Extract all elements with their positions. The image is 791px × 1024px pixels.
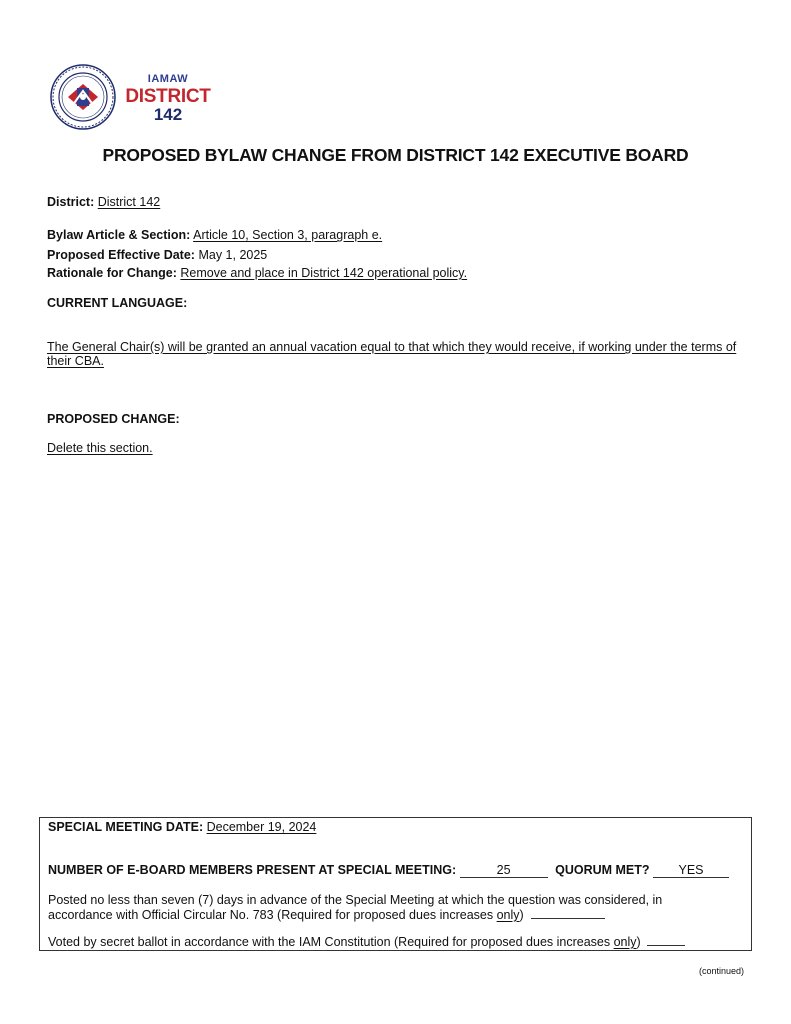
- quorum-value: YES: [653, 864, 729, 878]
- logo-org: IAMAW: [147, 73, 189, 85]
- posted-line-2: accordance with Official Circular No. 783 (Required for proposed dues increases: [48, 908, 497, 922]
- effective-date-value: May 1, 2025: [198, 248, 268, 262]
- voted-end: ): [636, 935, 641, 949]
- special-meeting-box: [39, 817, 752, 951]
- posted-line-1: Posted no less than seven (7) days in advance of the Special Meeting at which the question was considered, in: [48, 893, 663, 907]
- article-field: [47, 228, 382, 242]
- proposed-change-text: Delete this section.: [47, 441, 153, 455]
- rationale-label: Rationale for Change:: [47, 266, 177, 280]
- meeting-date-label: SPECIAL MEETING DATE:: [48, 820, 204, 834]
- members-present-field: [48, 863, 729, 878]
- posted-blank: [531, 918, 605, 919]
- members-present-label: NUMBER OF E-BOARD MEMBERS PRESENT AT SPECIAL MEETING:: [48, 863, 457, 877]
- district-logo: [50, 64, 220, 132]
- meeting-date-value: December 19, 2024: [206, 820, 317, 834]
- logo-wordmark: [116, 74, 220, 123]
- quorum-label: QUORUM MET?: [555, 863, 650, 877]
- voted-text: Voted by secret ballot in accordance with the IAM Constitution (Required for proposed dues increases: [48, 935, 614, 949]
- article-label: Bylaw Article & Section:: [47, 228, 191, 242]
- secret-ballot-notice: [48, 935, 685, 949]
- posted-line-2-end: ): [519, 908, 524, 922]
- iam-seal-icon: [50, 64, 116, 130]
- current-language-text: The General Chair(s) will be granted an annual vacation equal to that which they would receive, if working under the terms of their CBA.: [47, 340, 737, 368]
- page-title: PROPOSED BYLAW CHANGE FROM DISTRICT 142 EXECUTIVE BOARD: [102, 145, 689, 165]
- logo-number: 142: [153, 105, 183, 124]
- effective-date-field: [47, 248, 267, 262]
- rationale-field: [47, 266, 467, 280]
- posted-only: only: [496, 908, 520, 922]
- meeting-date-field: [48, 820, 316, 834]
- posted-notice: [48, 893, 748, 923]
- voted-only: only: [613, 935, 637, 949]
- proposed-change-heading: PROPOSED CHANGE:: [47, 412, 180, 426]
- rationale-value: Remove and place in District 142 operational policy.: [180, 266, 468, 280]
- logo-district: DISTRICT: [125, 86, 211, 107]
- voted-blank: [647, 945, 685, 946]
- district-value: District 142: [97, 195, 161, 209]
- members-present-value: 25: [460, 864, 548, 878]
- district-label: District:: [47, 195, 95, 209]
- current-language-heading: CURRENT LANGUAGE:: [47, 296, 188, 310]
- continued-note: (continued): [698, 966, 744, 976]
- article-value: Article 10, Section 3, paragraph e.: [193, 228, 383, 242]
- effective-date-label: Proposed Effective Date:: [47, 248, 195, 262]
- district-field: [47, 195, 160, 209]
